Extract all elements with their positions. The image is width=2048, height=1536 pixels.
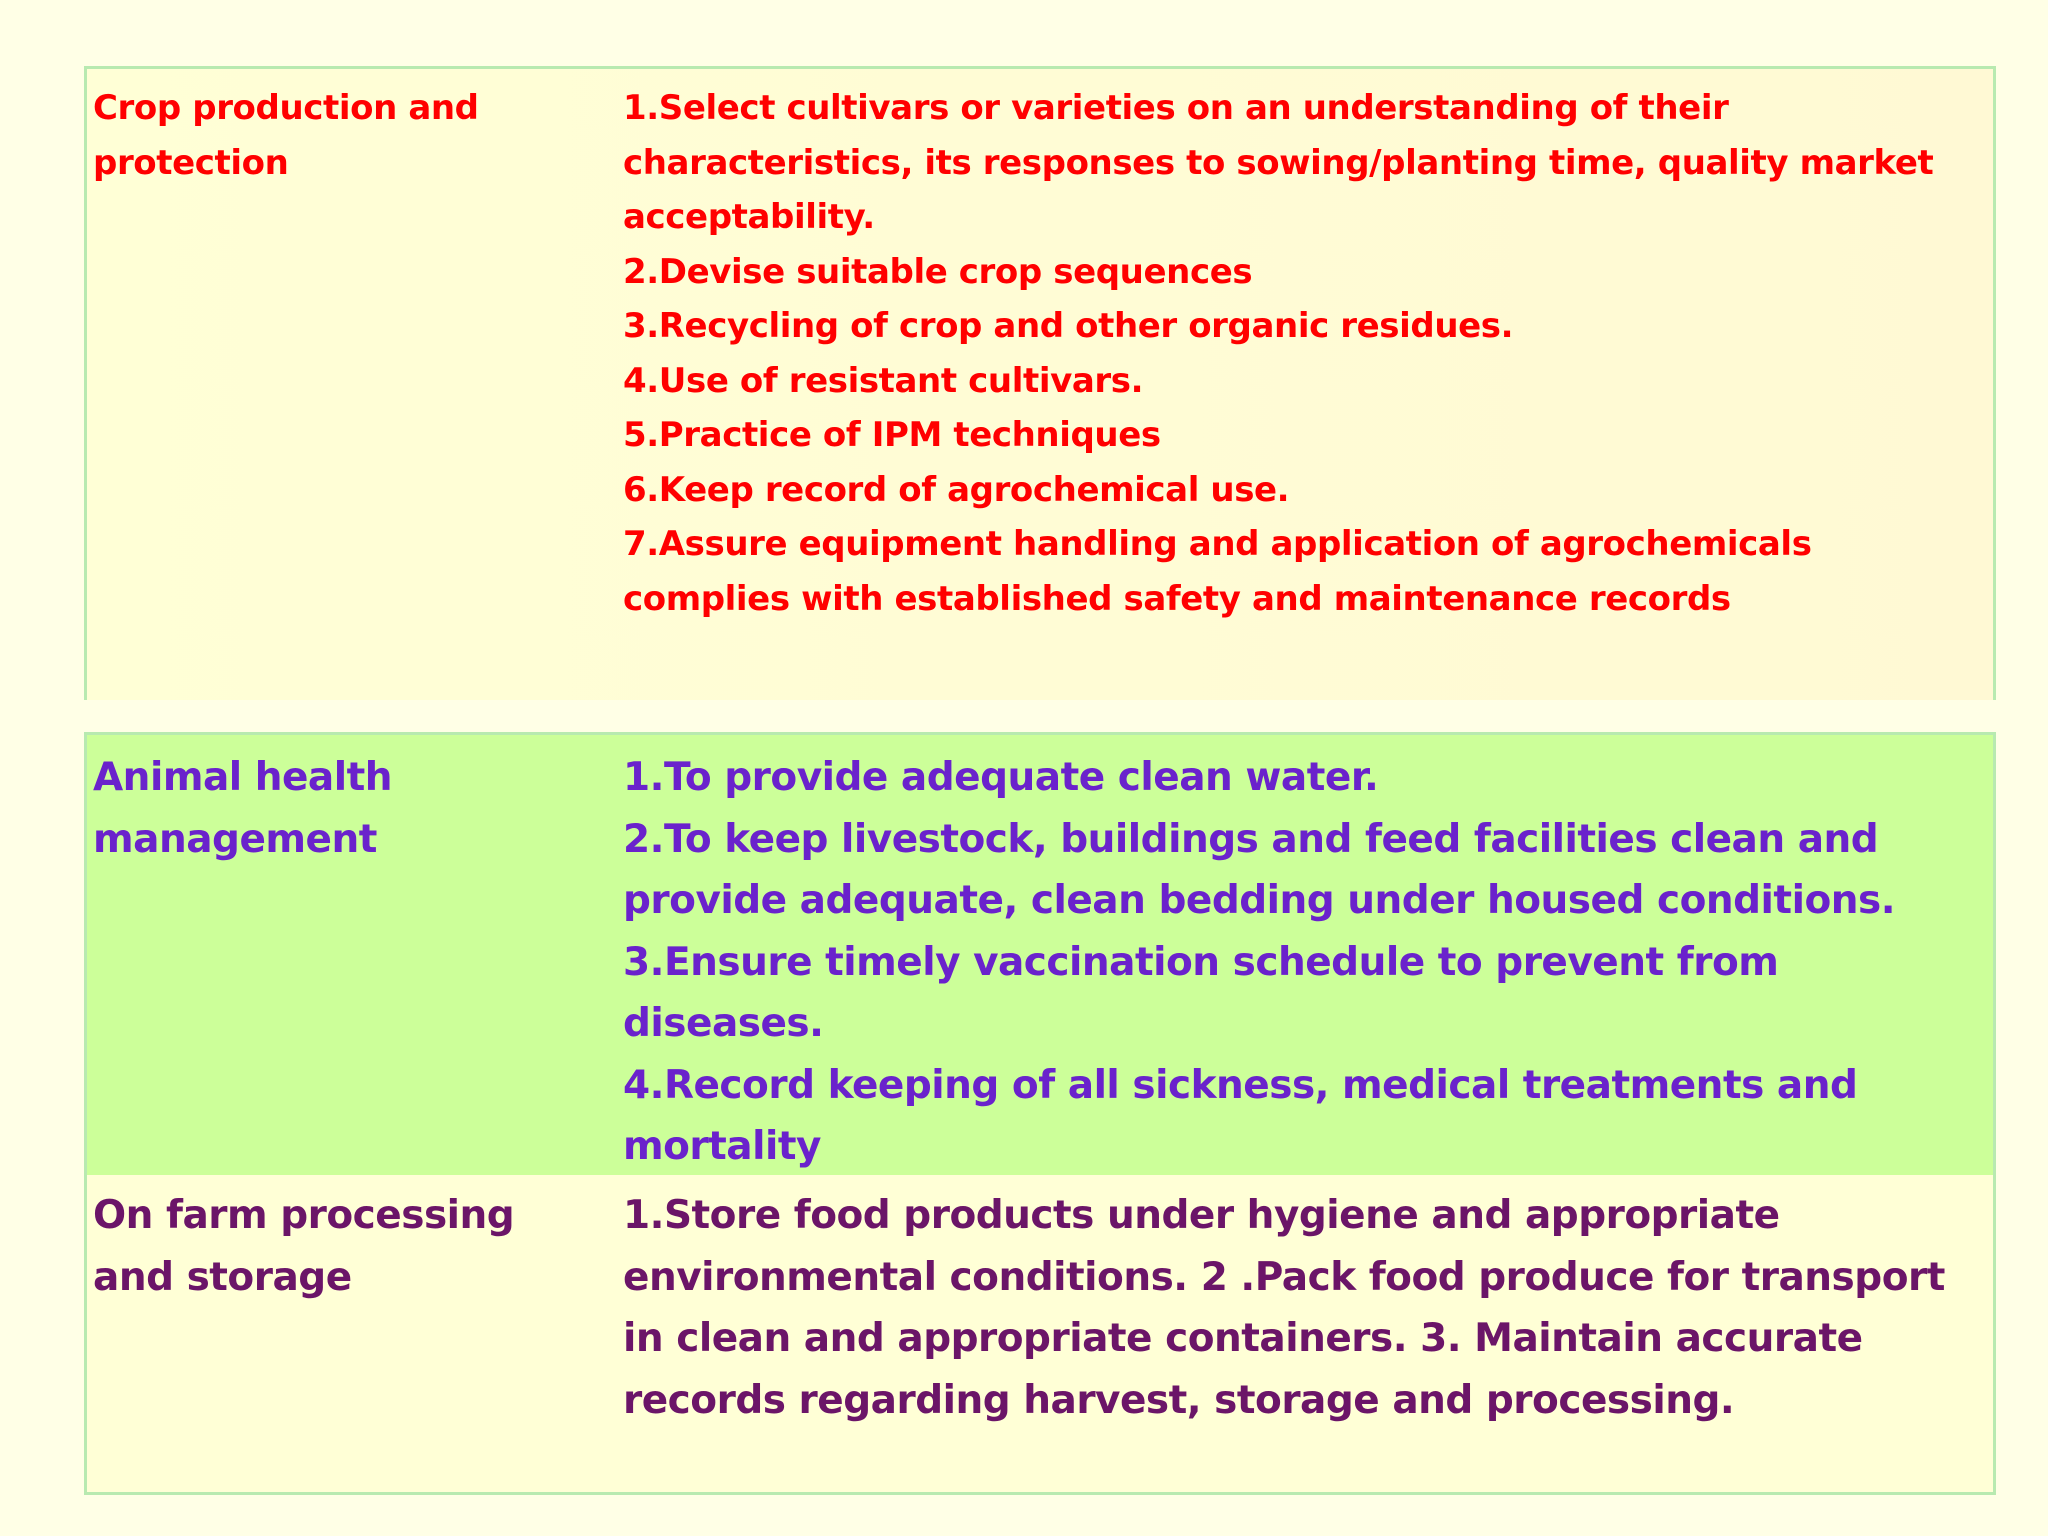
animal-practice-item: 3.Ensure timely vaccination schedule to prevent from diseases.	[623, 939, 1779, 1046]
crop-practice-item: 2.Devise suitable crop sequences	[623, 251, 1253, 292]
crop-practice-item: 7.Assure equipment handling and application of agrochemicals complies with established safety and maintenance records	[623, 524, 1812, 619]
animal-health-row	[87, 735, 1993, 1175]
storage-practices-text	[623, 1185, 1985, 1431]
crop-practices-list	[623, 81, 1985, 626]
storage-practice-paragraph: 1.Store food products under hygiene and appropriate environmental conditions. 2 .Pack food produce for transport in clean and appropriate containers. 3. Maintain accurate records regarding harvest, storage and processing.	[623, 1193, 1945, 1423]
crop-practice-item: 5.Practice of IPM techniques	[623, 415, 1161, 455]
crop-practice-item: 1.Select cultivars or varieties on an understanding of their characteristics, its responses to sowing/planting time, quality market acceptability.	[623, 88, 1934, 237]
animal-practices-list	[623, 747, 1985, 1178]
crop-practice-item: 4.Use of resistant cultivars.	[623, 360, 1144, 401]
storage-row	[87, 1175, 1993, 1492]
storage-label: On farm processing and storage	[93, 1193, 515, 1300]
crop-practice-item: 6.Keep record of agrochemical use.	[623, 469, 1290, 510]
animal-practice-item: 1.To provide adequate clean water.	[623, 755, 1379, 800]
crop-table	[84, 66, 1996, 700]
animal-storage-table	[84, 732, 1996, 1495]
animal-practice-item: 4.Record keeping of all sickness, medical treatments and mortality	[623, 1062, 1858, 1169]
crop-practice-item: 3.Recycling of crop and other organic residues.	[623, 306, 1514, 346]
animal-practice-item: 2.To keep livestock, buildings and feed facilities clean and provide adequate, clean bedding under housed conditions.	[623, 816, 1896, 923]
crop-production-label: Crop production and protection	[93, 88, 479, 183]
animal-health-label: Animal health management	[93, 755, 393, 862]
